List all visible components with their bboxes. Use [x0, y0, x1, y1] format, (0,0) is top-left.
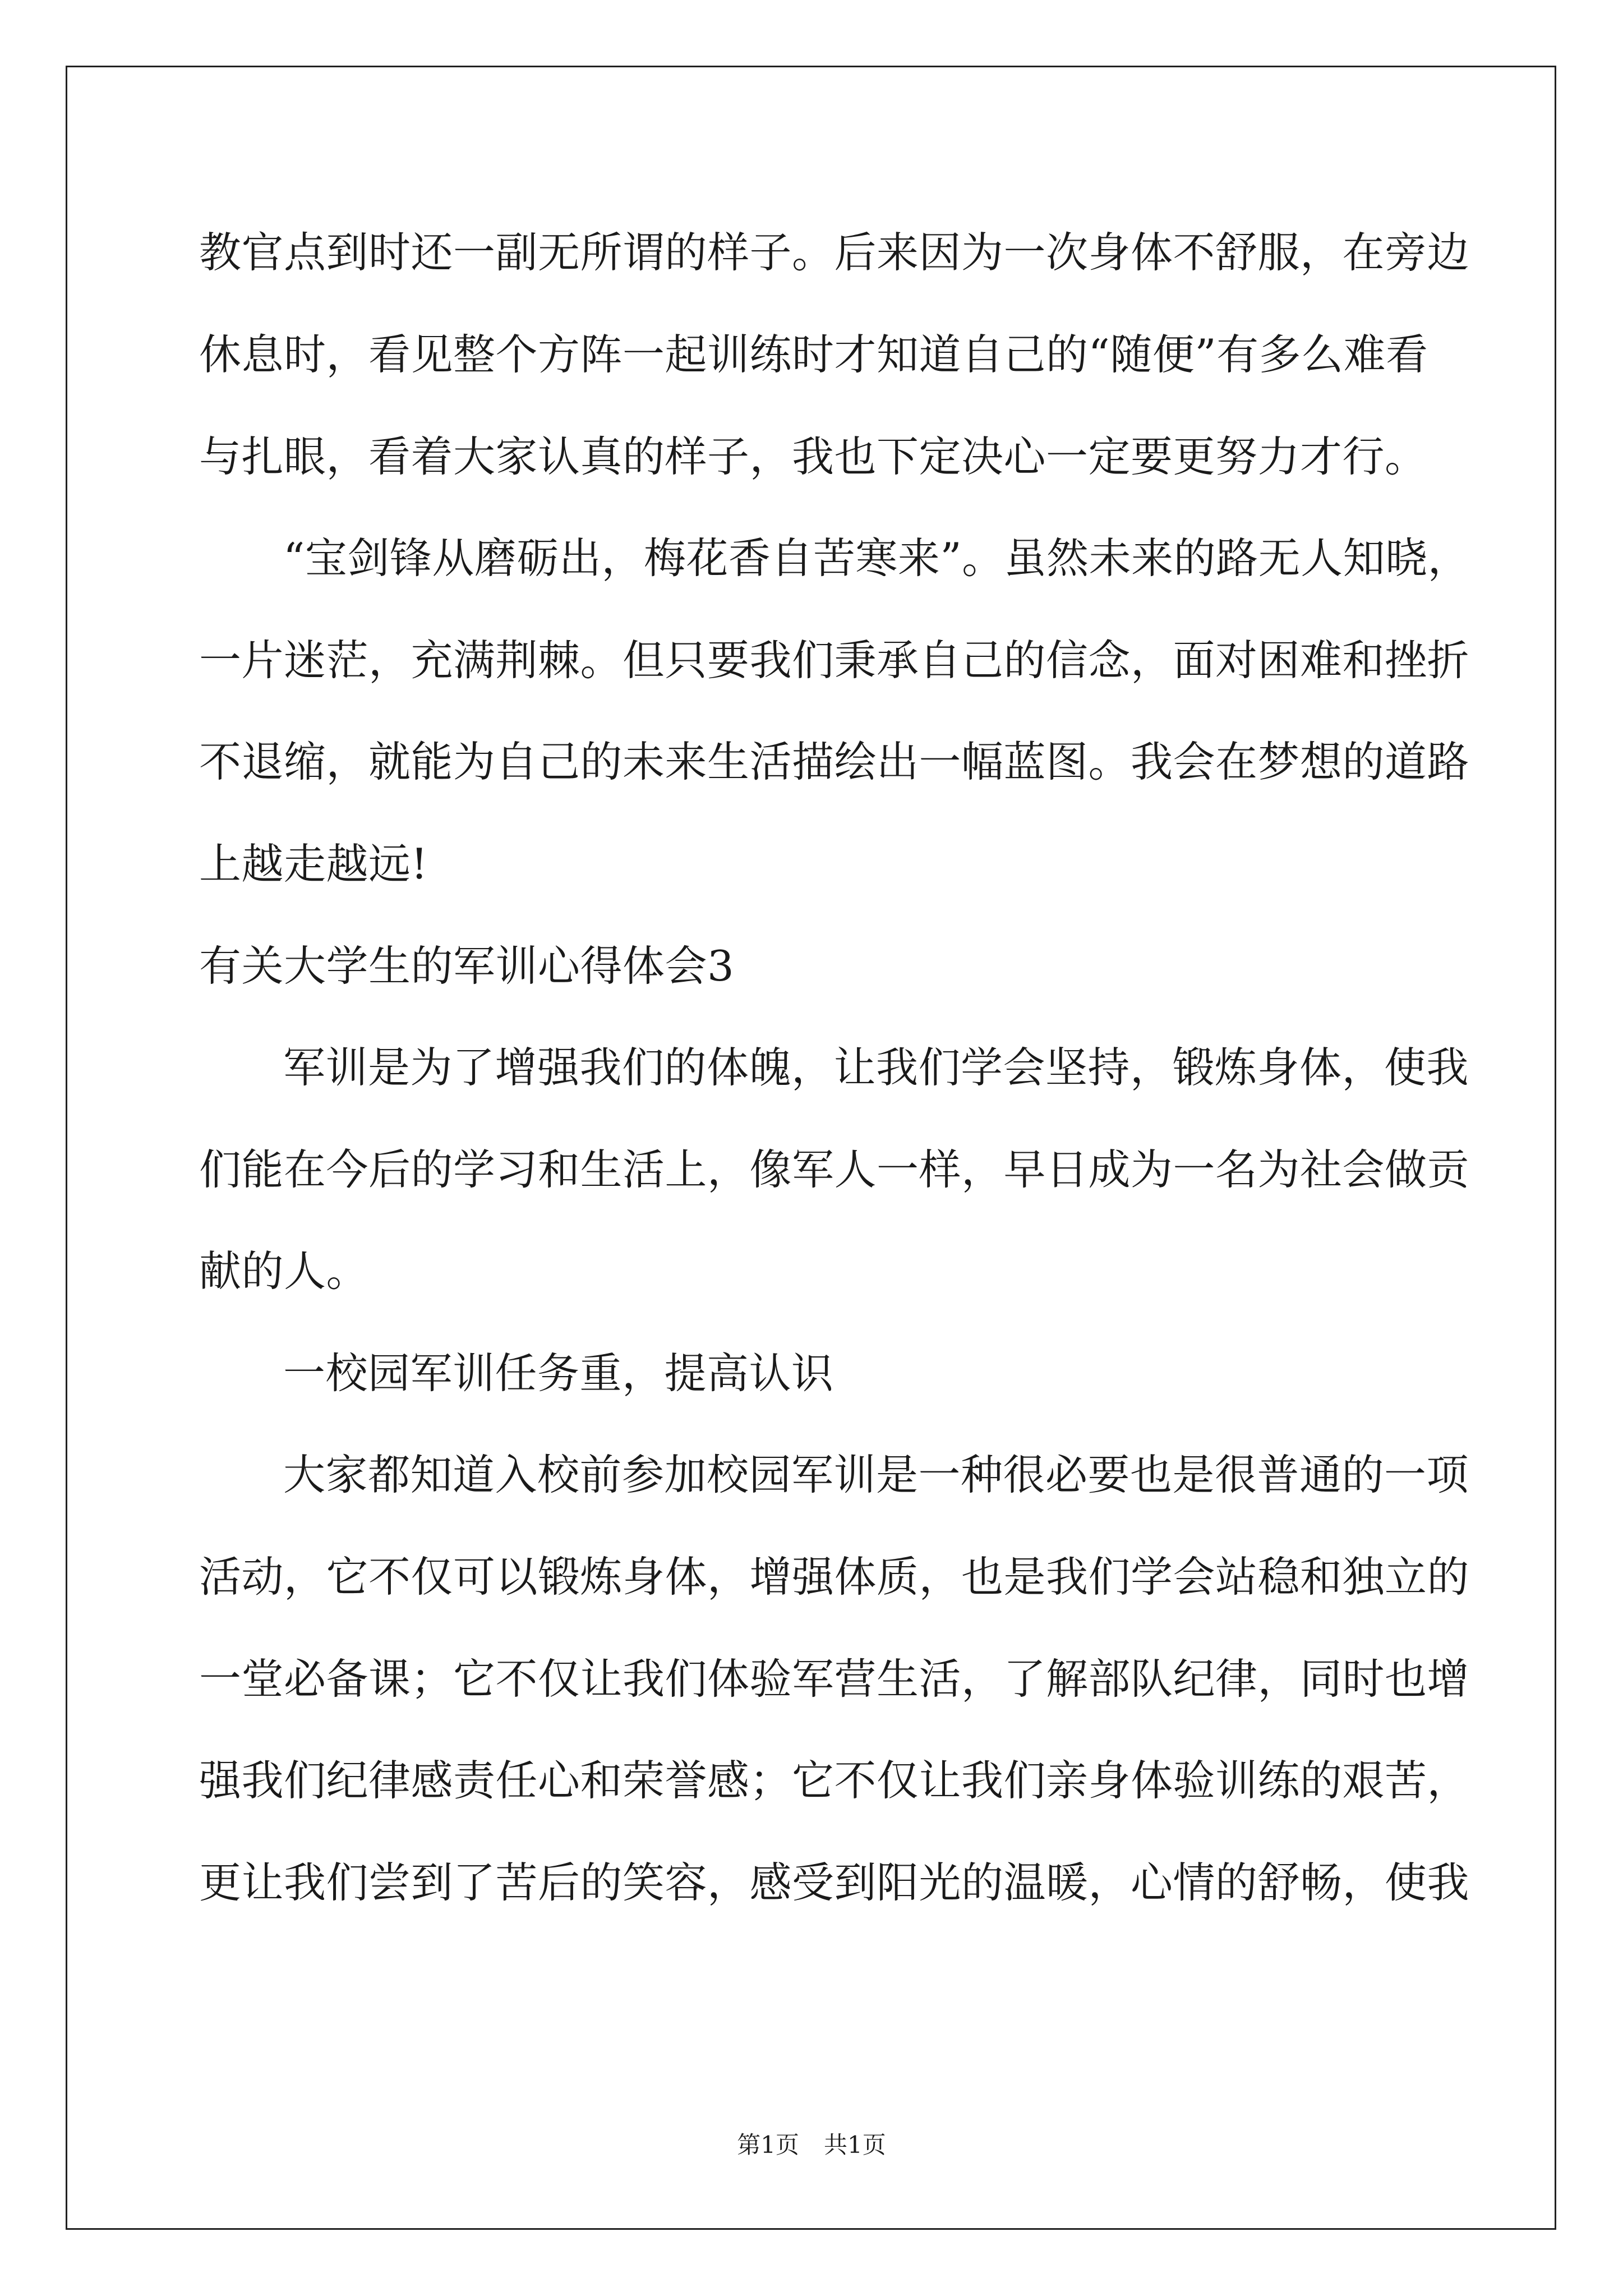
- page-number: 第1页: [737, 2131, 799, 2159]
- body-line: 一片迷茫，充满荆棘。但只要我们秉承自己的信念，面对困难和挫折: [199, 636, 1470, 685]
- body-line: 大家都知道入校前参加校园军训是一种很必要也是很普通的一项: [283, 1450, 1469, 1499]
- body-line: 上越走越远!: [199, 839, 428, 889]
- body-line: 活动，它不仅可以锻炼身体，增强体质，也是我们学会站稳和独立的: [199, 1552, 1470, 1602]
- body-line: 强我们纪律感责任心和荣誉感；它不仅让我们亲身体验训练的艰苦，: [199, 1756, 1470, 1805]
- body-line: 更让我们尝到了苦后的笑容，感受到阳光的温暖，心情的舒畅，使我: [199, 1858, 1470, 1907]
- body-line: 们能在今后的学习和生活上，像军人一样，早日成为一名为社会做贡: [199, 1145, 1470, 1194]
- body-line: 军训是为了增强我们的体魄，让我们学会坚持，锻炼身体，使我: [283, 1043, 1469, 1092]
- subsection-heading: 一校园军训任务重，提高认识: [283, 1349, 834, 1398]
- page-total: 共1页: [824, 2131, 886, 2159]
- body-line: 一堂必备课；它不仅让我们体验军营生活，了解部队纪律，同时也增: [199, 1654, 1470, 1704]
- body-line: 与扎眼，看着大家认真的样子，我也下定决心一定要更努力才行。: [199, 432, 1427, 481]
- page-footer: [0, 2128, 1623, 2162]
- body-line: 教官点到时还一副无所谓的样子。后来因为一次身体不舒服，在旁边: [199, 228, 1470, 277]
- body-line: 不退缩，就能为自己的未来生活描绘出一幅蓝图。我会在梦想的道路: [199, 737, 1470, 786]
- body-line: “宝剑锋从磨砺出，梅花香自苦寒来”。虽然未来的路无人知晓，: [283, 533, 1470, 583]
- body-line: 献的人。: [199, 1246, 369, 1296]
- body-line: 休息时，看见整个方阵一起训练时才知道自己的“随便”有多么难看: [199, 330, 1428, 379]
- section-heading: 有关大学生的军训心得体会3: [199, 941, 735, 991]
